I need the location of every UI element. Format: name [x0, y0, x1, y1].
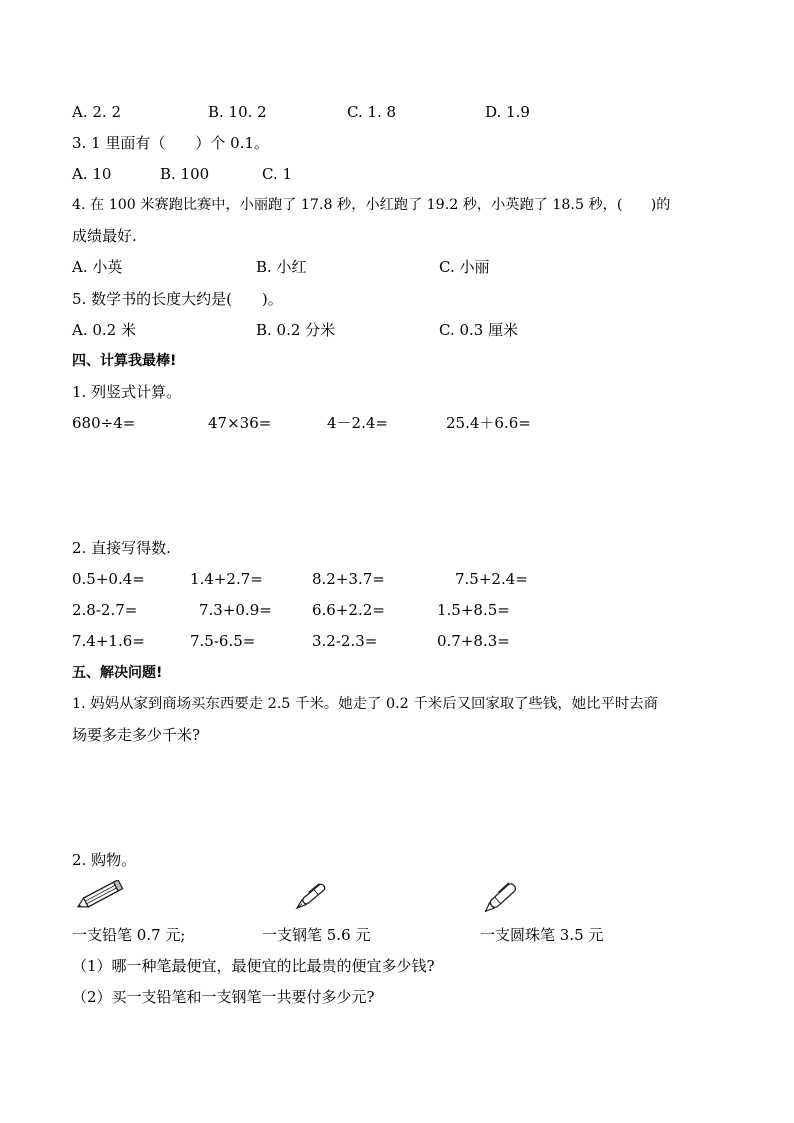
problem1-line2: 场要多走多少千米? [72, 726, 201, 744]
shopping-subquestion-2: （2）买一支铅笔和一支钢笔一共要付多少元? [72, 988, 375, 1006]
q5-option-b: B. 0.2 分米 [256, 321, 336, 339]
oral-calc-r2-c1: 2.8-2.7= [72, 601, 138, 619]
q2-option-b: B. 10. 2 [208, 103, 267, 121]
direct-write-title: 2. 直接写得数. [72, 539, 171, 557]
oral-calc-r3-c2: 7.5-6.5= [190, 632, 256, 650]
q2-option-a: A. 2. 2 [72, 103, 121, 121]
oral-calc-r1-c1: 0.5+0.4= [72, 570, 145, 588]
oral-calc-r1-c4: 7.5+2.4= [455, 570, 528, 588]
shopping-title: 2. 购物。 [72, 851, 137, 869]
problem1-line1: 1. 妈妈从家到商场买东西要走 2.5 千米。她走了 0.2 千米后又回家取了些钱，她比平时去商 [72, 696, 659, 712]
ballpen-price-label: 一支圆珠笔 3.5 元 [480, 926, 604, 944]
pencil-price-label: 一支铅笔 0.7 元; [72, 926, 186, 944]
oral-calc-r1-c3: 8.2+3.7= [312, 570, 385, 588]
q3-stem: 3. 1 里面有（ ）个 0.1。 [72, 134, 270, 152]
oral-calc-r2-c2: 7.3+0.9= [199, 601, 272, 619]
q2-option-d: D. 1.9 [485, 103, 530, 121]
ballpoint-pen-icon [477, 878, 525, 918]
oral-calc-r1-c2: 1.4+2.7= [190, 570, 263, 588]
q5-option-a: A. 0.2 米 [72, 321, 136, 339]
oral-calc-r3-c3: 3.2-2.3= [312, 632, 378, 650]
q5-stem: 5. 数学书的长度大约是( )。 [72, 290, 283, 308]
q4-stem-line2: 成绩最好. [72, 227, 137, 245]
q4-option-b: B. 小红 [256, 258, 307, 276]
section5-title: 五、解决问题! [72, 665, 163, 681]
q3-option-b: B. 100 [160, 165, 210, 183]
q3-option-c: C. 1 [262, 165, 293, 183]
oral-calc-r3-c4: 0.7+8.3= [437, 632, 510, 650]
calc-vertical-title: 1. 列竖式计算。 [72, 383, 182, 401]
oral-calc-r3-c1: 7.4+1.6= [72, 632, 145, 650]
calc-item-3: 4－2.4= [327, 414, 388, 432]
calc-item-2: 47×36= [208, 414, 272, 432]
calc-item-4: 25.4＋6.6= [446, 414, 531, 432]
q4-stem-line1: 4. 在 100 米赛跑比赛中，小丽跑了 17.8 秒，小红跑了 19.2 秒，小英跑了 18.5 秒，( )的 [72, 197, 671, 213]
shopping-subquestion-1: （1）哪一种笔最便宜，最便宜的比最贵的便宜多少钱? [72, 957, 435, 975]
q5-option-c: C. 0.3 厘米 [439, 321, 519, 339]
fountain-pen-icon [288, 877, 334, 917]
calc-item-1: 680÷4= [72, 414, 136, 432]
section4-title: 四、计算我最棒! [72, 353, 177, 369]
pencil-icon [74, 880, 126, 910]
q2-option-c: C. 1. 8 [347, 103, 397, 121]
q4-option-a: A. 小英 [72, 258, 123, 276]
q3-option-a: A. 10 [72, 165, 112, 183]
oral-calc-r2-c4: 1.5+8.5= [437, 601, 510, 619]
q4-option-c: C. 小丽 [439, 258, 490, 276]
pen-price-label: 一支钢笔 5.6 元 [262, 926, 371, 944]
oral-calc-r2-c3: 6.6+2.2= [312, 601, 385, 619]
